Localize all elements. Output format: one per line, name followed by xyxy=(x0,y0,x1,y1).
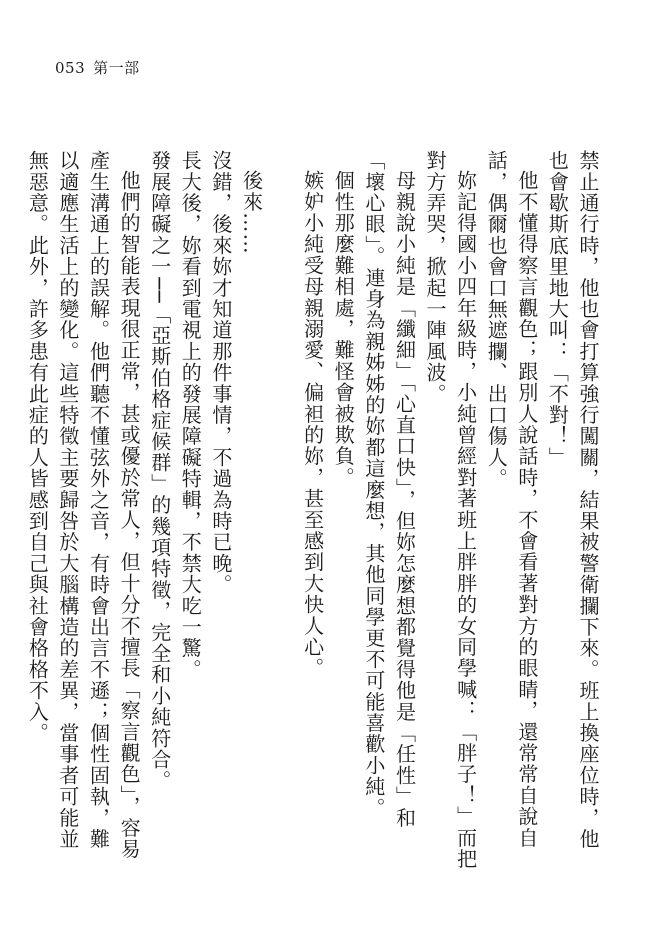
paragraph: 沒錯，後來妳才知道那件事情，不過為時已晚。 xyxy=(208,150,233,596)
paragraph: 妳記得國小四年級時，小純曾經對著班上胖胖的女同學喊：「胖子！」而把對方弄哭，掀起一陣風波。 xyxy=(423,150,478,870)
paragraph: 禁止通行時，他也會打算強行闖關，結果被警衛攔下來。班上換座位時，他也會歇斯底里地大叫：「不對！」 xyxy=(545,150,600,850)
section-title: 第一部 xyxy=(93,59,140,77)
paragraph: 嫉妒小純受母親溺愛、偏袒的妳，甚至感到大快人心。 xyxy=(300,170,325,679)
paragraph: 他們的智能表現很正常，甚或優於常人，但十分不擅長「察言觀色」，容易產生溝通上的誤解。他們聽不懂弦外之音，有時會出言不遜；個性固執，難以適應生活上的變化。這些特徵主要歸咎於大腦構造的差異，當事者可能並無惡意。此外，許多患有此症的人皆感到自己與社會格格不入。 xyxy=(25,150,142,860)
paragraph: 他不懂得察言觀色；跟別人說話時，不會看著對方的眼睛，還常常自說自話，偶爾也會口無遮攔、出口傷人。 xyxy=(484,150,539,849)
paragraph-spacer xyxy=(266,150,297,870)
paragraph: 長大後，妳看到電視上的發展障礙特輯，不禁大吃一驚。 xyxy=(178,150,203,680)
paragraph: 個性那麼難相處，難怪會被欺負。 xyxy=(331,170,356,488)
paragraph: 母親說小純是「纖細」「心直口快」，但妳怎麼想都覺得他是「任性」和「壞心眼」。連身為親姊姊的妳都這麼想，其他同學更不可能喜歡小純。 xyxy=(361,150,417,829)
paragraph: 發展障礙之一──「亞斯伯格症候群」的幾項特徵，完全和小純符合。 xyxy=(147,150,172,792)
running-header xyxy=(55,58,140,78)
paragraph: 後來…… xyxy=(239,170,264,255)
body-text xyxy=(23,150,603,870)
page-number: 053 xyxy=(55,59,86,77)
